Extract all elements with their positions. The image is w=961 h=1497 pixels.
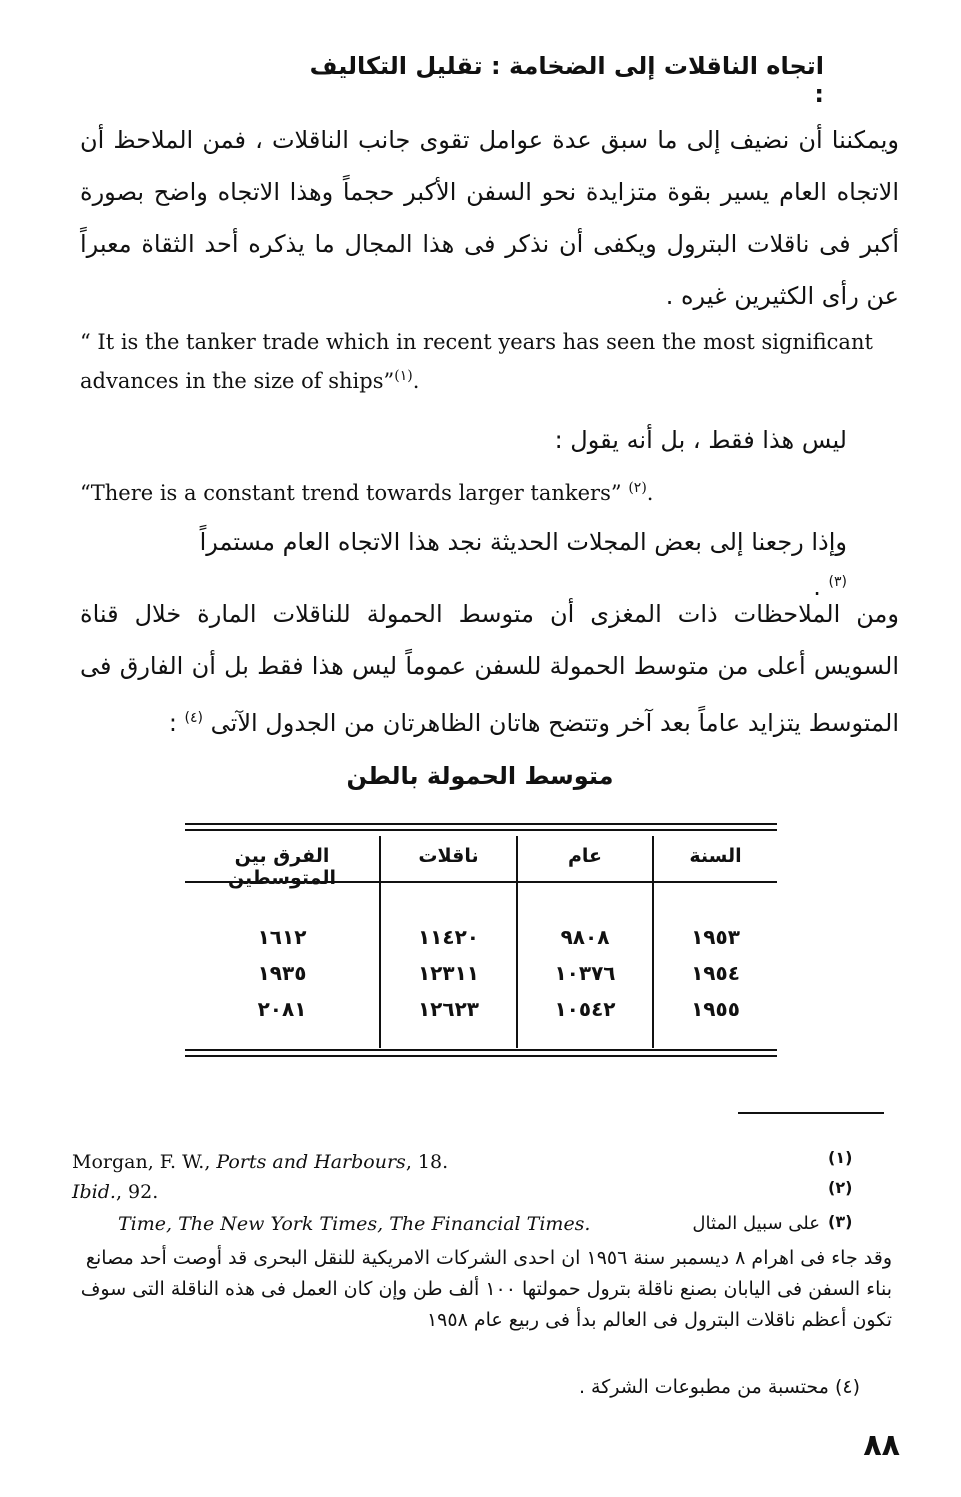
intro-paragraph: ويمكننا أن نضيف إلى ما سبق عدة عوامل تقوى جانب الناقلات ، فمن الملاحظ أن الاتجاه العام يسير بقوة متزايدة نحو السفن الأكبر حجماً وهذا الاتجاه واضح بصورة أكبر فى ناقلات البترول ويكفى أن نذكر فى هذا المجال ما يذكره أحد الثقاة معبراً عن رأى الكثيرين غيره . xyxy=(80,126,899,310)
english-quote-1 xyxy=(80,325,899,398)
table-top-rule-inner xyxy=(185,829,777,831)
table-bottom-rule xyxy=(185,1049,777,1051)
english-quote-2 xyxy=(80,471,899,510)
footnote-3-english: Time, The New York Times, The Financial Times. xyxy=(118,1213,591,1235)
footnote-1 xyxy=(72,1148,772,1176)
cell-year: ١٩٥٥ xyxy=(691,997,740,1021)
footnote-4-number: (٤) xyxy=(834,1376,860,1398)
cell-year: ١٩٥٤ xyxy=(691,961,740,985)
quote-2-end: . xyxy=(646,481,654,505)
header-tankers: ناقلات xyxy=(418,845,479,867)
journals-line-end: . xyxy=(813,573,829,601)
observations-text: ومن الملاحظات ذات المغزى أن متوسط الحمولة للناقلات المارة خلال قناة السويس أعلى من متوسط الحمولة للسفن عموماً ليس هذا فقط بل أن الفارق فى المتوسط يتزايد عاماً بعد آخر وتتضح هاتان الظاهرتان من الجدول الآتى xyxy=(80,600,899,737)
cell-tankers: ١١٤٢٠ xyxy=(417,925,480,949)
table-title: متوسط الحمولة بالطن xyxy=(346,762,614,790)
quote-1-end: . xyxy=(412,369,420,393)
footnote-2-number: (٢) xyxy=(828,1178,853,1197)
section-heading: اتجاه الناقلات إلى الضخامة : تقليل التكاليف : xyxy=(309,52,824,108)
footnote-2-ibid: Ibid. xyxy=(72,1181,116,1203)
header-general: عام xyxy=(567,845,603,867)
journals-line-text: وإذا رجعنا إلى بعض المجلات الحديثة نجد هذا الاتجاه العام مستمراً xyxy=(199,528,847,556)
header-year: السنة xyxy=(689,845,742,867)
cell-general: ٩٨٠٨ xyxy=(560,925,610,949)
footnote-2 xyxy=(72,1178,772,1206)
footnote-1-number: (١) xyxy=(828,1148,853,1167)
cell-tankers: ١٢٣١١ xyxy=(417,961,480,985)
tonnage-table xyxy=(185,823,777,1063)
cell-year: ١٩٥٣ xyxy=(691,925,740,949)
observations-paragraph xyxy=(80,588,899,749)
footnote-1-author: Morgan, F. W., xyxy=(72,1151,217,1173)
cell-general: ١٠٣٧٦ xyxy=(554,961,616,985)
cell-tankers: ١٢٦٢٣ xyxy=(417,997,480,1021)
observations-reference: (٤) xyxy=(184,710,203,726)
cell-difference: ٢٠٨١ xyxy=(257,997,307,1021)
footnote-1-title: Ports and Harbours xyxy=(216,1151,406,1173)
cell-difference: ١٦١٢ xyxy=(257,925,307,949)
observations-end: : xyxy=(168,709,185,737)
cell-difference: ١٩٣٥ xyxy=(257,961,307,985)
footnote-3-sources xyxy=(118,1210,678,1238)
table-bottom-rule-inner xyxy=(185,1055,777,1057)
header-difference: الفرق بين المتوسطين xyxy=(227,845,337,889)
cell-general: ١٠٥٤٢ xyxy=(554,997,616,1021)
footnote-2-page: , 92. xyxy=(115,1181,159,1203)
quote-2-reference: (٢) xyxy=(628,480,647,496)
table-top-rule xyxy=(185,823,777,825)
quote-2-text: “There is a constant trend towards larger tankers” xyxy=(80,481,622,505)
footnote-3-number: (٣) xyxy=(828,1212,853,1231)
not-only-line: ليس هذا فقط ، بل أنه يقول : xyxy=(554,426,847,454)
footnote-1-page: , 18. xyxy=(405,1151,449,1173)
footnote-3-arabic-prefix: على سبيل المثال xyxy=(692,1213,820,1234)
journals-line-reference: (٣) xyxy=(828,574,847,590)
page-number: ٨٨ xyxy=(863,1428,900,1463)
footnote-4-text: محتسبة من مطبوعات الشركة . xyxy=(578,1376,829,1398)
footnote-3-body: وقد جاء فى اهرام ٨ ديسمبر سنة ١٩٥٦ ان احدى الشركات الامريكية للنقل البحرى قد أوصت أحد مصانع بناء السفن فى اليابان بصنع ناقلة بترول حمولتها ١٠٠ ألف طن وإن كان العمل فى هذه الناقلة التى سوف تكون أعظم ناقلات البترول فى العالم بدأ فى ربيع عام ١٩٥٨ xyxy=(80,1247,892,1331)
footnote-4 xyxy=(400,1372,860,1403)
quote-1-reference: (١) xyxy=(394,368,413,384)
footnote-separator xyxy=(738,1112,884,1114)
quote-1-text: “ It is the tanker trade which in recent years has seen the most significant advances in the size of ships” xyxy=(80,330,873,393)
